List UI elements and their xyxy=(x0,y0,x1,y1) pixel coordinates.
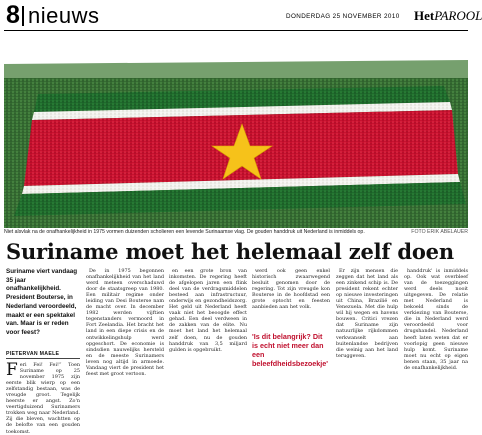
paper-logo xyxy=(414,8,482,24)
flag-crowd-photo xyxy=(4,34,468,228)
issue-date: DONDERDAG 25 NOVEMBER 2010 xyxy=(286,13,400,20)
column-4-text: werd ook geen enkel historisch zwaarwegend besluit genomen door de regering. Tot zijn vreugde kon Bouterse in de hoofdstad een grote optocht en feesten aanbieden aan het volk. xyxy=(252,268,330,311)
column-5-text: Er zijn mensen die zeggen dat het land als een zinkend schip is. De president rekent echter op nieuwe investeringen uit China, Brazilië en Venezuela. Met die hulp wil hij wegen en havens bouwen. Critici vrezen dat Suriname zijn natuurlijke rijkdommen verkwanselt aan buitenlandse bedrijven die weinig aan het land teruggeven. xyxy=(336,268,398,359)
column-3-text: en een grote bron van inkomsten. De regering heeft de afgelopen jaren een flink deel van de verdragsmiddelen besteed aan infrastructuur, onderwijs en gezondheidszorg. Het geld uit Nederland heeft vaak niet het beoogde effect gehad. Een deel verdween in de zakken van de elite. Nu moet het land het helemaal zelf doen, nu de gouden handdruk van 3,5 miljard gulden is opgebruikt. xyxy=(169,268,247,353)
paper-logo-parool: PAROOL xyxy=(434,8,482,23)
article-byline: PIETERVAN MAELE xyxy=(6,351,60,357)
photo-credit: FOTO ERIK ABELAUER xyxy=(411,229,468,235)
column-6-text: handdruk' is inmiddels op. Ook wat overbleef van de toezeggingen werd deels nooit uitgegeven. De relatie met Nederland is bekoeld sinds de verkiezing van Bouterse, die in Nederland werd veroordeeld voor drugshandel. Nederland heeft laten weten dat er voorlopig geen nieuwe hulp komt. Suriname moet nu echt op eigen benen staan, 35 jaar na de onafhankelijkheid. xyxy=(404,268,468,371)
article-column-2 xyxy=(86,268,164,401)
section-title: nieuws xyxy=(28,3,100,28)
column-2-text: De in 1975 begonnen onafhankelijkheid van het land werd meteen overschaduwd door de staatsgreep van 1980. Een militair regime onder leiding van Desi Bouterse nam de macht over. In december 1982 werden vijftien tegenstanders vermoord in Fort Zeelandia. Het bracht het land in een diepe crisis en de ontwikkelingshulp werd opgeschort. De economie is sindsdien nauwelijks hersteld en de meeste Surinamers leven nog altijd in armoede. Vandaag viert de president het feest met groot vertoon. xyxy=(86,268,164,377)
paper-logo-het: Het xyxy=(414,8,435,23)
photo-caption xyxy=(4,228,468,237)
page-number: 8 xyxy=(6,1,20,29)
header-rule xyxy=(4,30,468,31)
article-column-6 xyxy=(404,268,468,401)
column-1-text: eri Fei! Fei!” Toen Suriname op 25 november 1975 zijn eerste blik wierp op een zelfstandig bestaan, was de vreugde groot. Tegelijk heerste er angst. Zo'n veertigduizend Surinamers trokken weg naar Nederland. Zij die bleven, wachtten op de belofte van een gouden toekomst. xyxy=(6,362,80,435)
caption-text: Niet alsvlak na de onafhankelijkheid in 1975 vormen duizenden scholieren een levende Surinaamse vlag. De gouden handdruk uit Nederland is inmiddels op. xyxy=(4,229,365,235)
article-column-3 xyxy=(169,268,247,401)
section-divider xyxy=(22,6,24,26)
masthead xyxy=(0,0,482,30)
drop-cap: F xyxy=(6,360,18,380)
crowd-foreground xyxy=(4,216,468,228)
pull-quote: 'Is dit belangrijk? Dit is echt niet meer dan een beleefdheidsbezoekje' xyxy=(252,332,329,368)
byline-divider xyxy=(6,358,80,359)
article-column-1 xyxy=(6,360,80,435)
living-flag xyxy=(14,86,466,216)
news-photo xyxy=(4,34,468,228)
article-headline: Suriname moet het helemaal zelf doen xyxy=(6,239,454,264)
article-column-5 xyxy=(336,268,398,401)
article-intro: Suriname viert vandaag 35 jaar onafhankelijkheid. President Bouterse, in Nederland veroordeeld, maakt er een spektakel van. Maar is er reden voor feest? xyxy=(6,268,78,336)
